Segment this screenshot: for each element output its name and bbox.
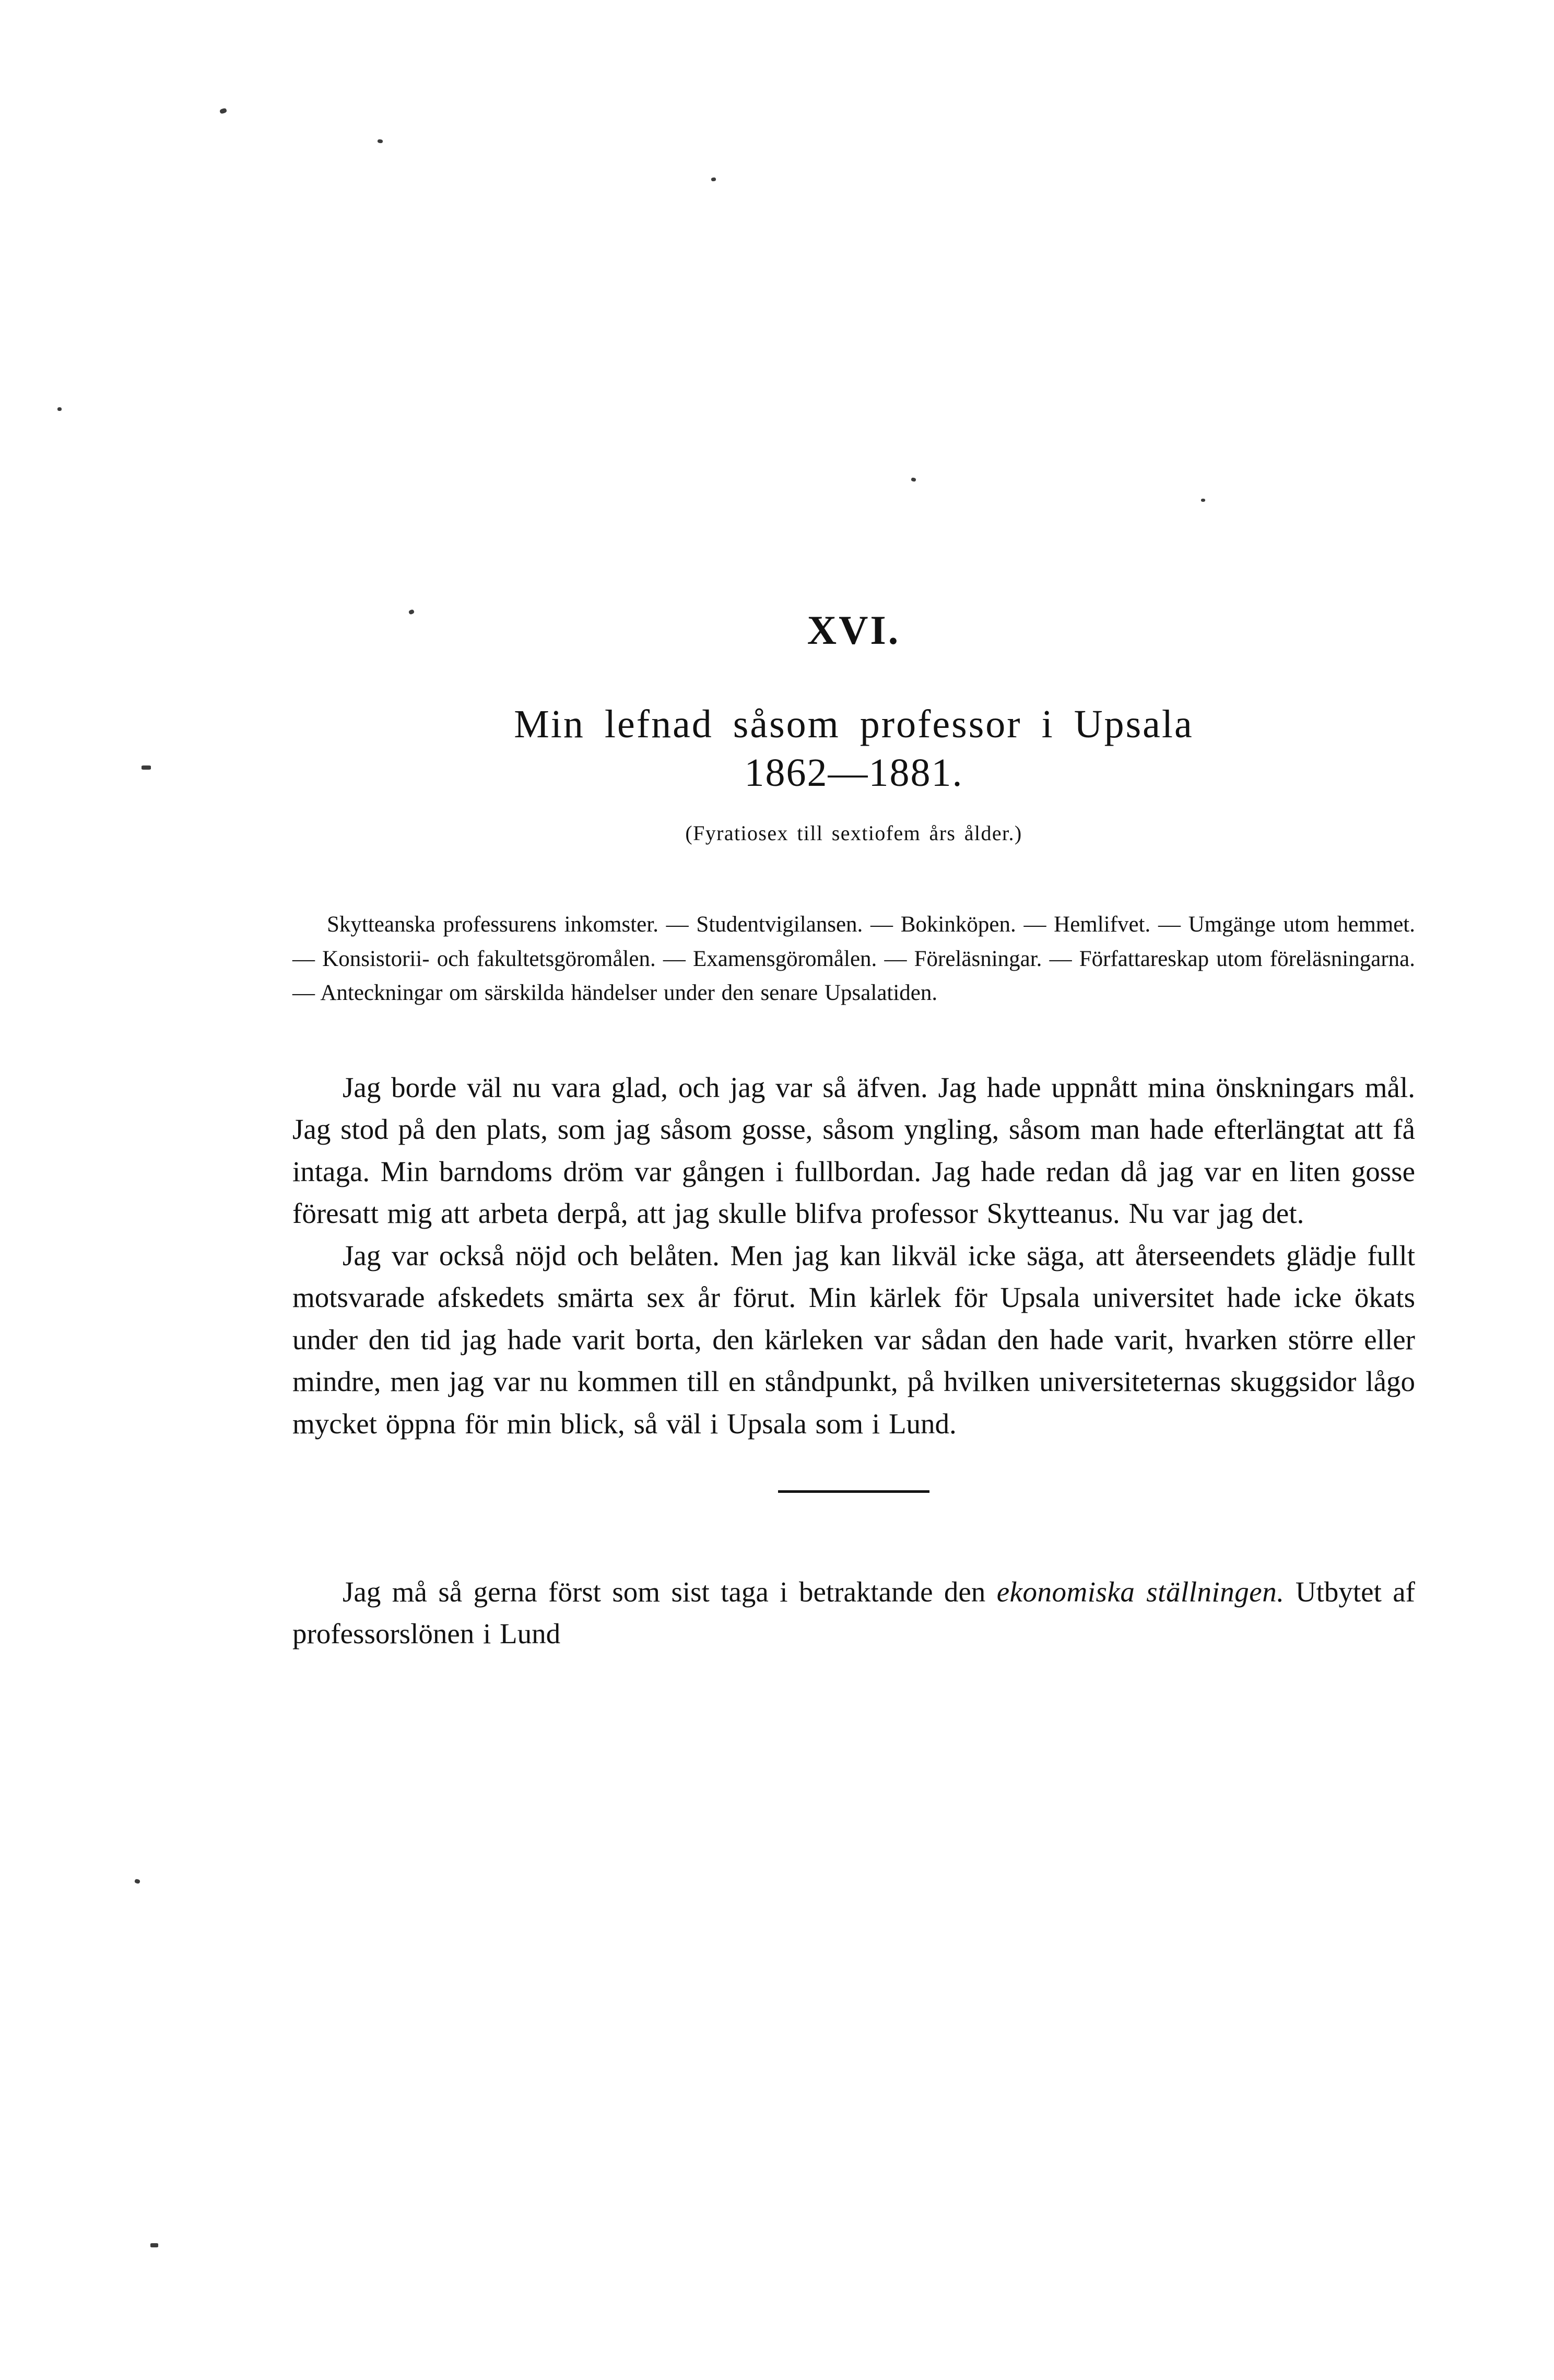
body-paragraph-final — [292, 1571, 1415, 1655]
page-title-line-1: Min lefnad såsom professor i Upsala — [514, 702, 1194, 746]
page-subtitle: (Fyratiosex till sextiofem års ålder.) — [685, 821, 1022, 845]
chapter-argument: Skytteanska professurens inkomster. — Studentvigilansen. — Bokinköpen. — Hemlifvet. — Umgänge utom hemmet. — Konsistorii- och fakultetsgöromålen. — Examensgöromålen. — Föreläsningar. — Författareskap utom föreläsningarna. — Anteckningar om särskilda händelser under den senare Upsalatiden. — [292, 912, 1415, 1006]
body-paragraph: Jag borde väl nu vara glad, och jag var så äfven. Jag hade uppnått mina önskningars mål. Jag stod på den plats, som jag såsom gosse, såsom yngling, såsom man hade efterlängtat att få intaga. Min barndoms dröm var gången i fullbordan. Jag hade redan då jag var en liten gosse föresatt mig att arbeta derpå, att jag skulle blifva professor Skytteanus. Nu var jag det. — [292, 1071, 1415, 1230]
body-paragraph-group — [292, 1010, 1415, 1445]
final-paragraph-italic-phrase: ekonomiska ställningen. — [996, 1575, 1285, 1608]
final-paragraph-lead: Jag må så gerna först som sist taga i betraktande den — [343, 1575, 997, 1608]
scan-speck — [142, 765, 151, 770]
section-divider — [292, 1445, 1415, 1493]
scan-speck — [150, 2243, 158, 2247]
scan-speck — [219, 108, 227, 114]
page-title-line-2: 1862—1881. — [744, 750, 963, 795]
text-block — [292, 0, 1415, 1655]
chapter-number: XVI. — [807, 607, 901, 653]
final-paragraph-tail: Utbytet af professorslönen i Lund — [292, 1575, 1415, 1650]
scan-speck — [57, 407, 62, 411]
body-paragraph: Jag var också nöjd och belåten. Men jag kan likväl icke säga, att återseendets glädje fullt motsvarade afskedets smärta sex år förut. Min kärlek för Upsala universitet hade icke ökats under den tid jag hade varit borta, den kärleken var sådan den hade varit, hvarken större eller mindre, men jag var nu kommen till en ståndpunkt, på hvilken universiteternas skuggsidor lågo mycket öppna för min blick, så väl i Upsala som i Lund. — [292, 1239, 1415, 1440]
page-title — [292, 651, 1415, 797]
body-paragraph-group-final — [292, 1493, 1415, 1655]
scan-speck — [134, 1879, 140, 1884]
horizontal-rule — [778, 1490, 929, 1493]
